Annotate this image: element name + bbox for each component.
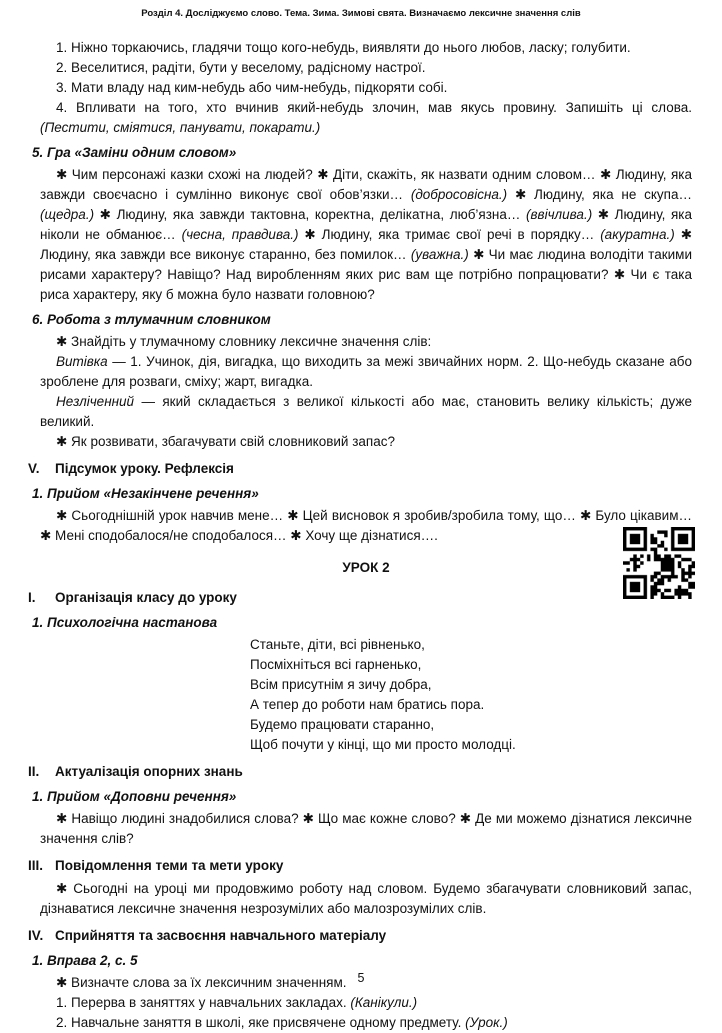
qr-code <box>623 527 695 599</box>
dictionary-heading: 6. Робота з тлумачним словником <box>32 312 271 327</box>
actualization-paragraph: ✱ Навіщо людині знадобилися слова? ✱ Що має кожне слово? ✱ Де ми можемо дізнатися лексичне значення слів? <box>40 811 692 846</box>
page-content <box>0 20 722 1033</box>
announcement-paragraph: ✱ Сьогодні на уроці ми продовжимо роботу над словом. Будемо збагачувати словниковий запас, дізнаватися лексичне значення незрозумілих або малозрозумілих слів. <box>40 881 692 916</box>
dictionary-intro: ✱ Знайдіть у тлумачному словнику лексичне значення слів: <box>56 334 432 349</box>
section-numeral: V. <box>28 461 40 476</box>
section-heading-announcement <box>28 856 692 876</box>
section-numeral: II. <box>28 764 40 779</box>
definition-item-4: 4. Впливати на того, хто вчинив який-небудь злочин, мав якусь провину. Запишіть ці слова. (Пестити, сміятися, панувати, покарати.) <box>40 100 692 135</box>
exercise-item-1: 1. Перерва в заняттях у навчальних закладах. (Канікули.) <box>56 995 418 1010</box>
definition-item-2: 2. Веселитися, радіти, бути у веселому, радісному настрої. <box>56 60 426 75</box>
section-numeral: I. <box>28 590 36 605</box>
exercise-item-2: 2. Навчальне заняття в школі, яке присвячене одному предмету. (Урок.) <box>56 1015 508 1030</box>
subheading-psychological: 1. Психологічна настанова <box>32 615 218 630</box>
section-title: Сприйняття та засвоєння навчального матеріалу <box>55 928 387 943</box>
section-heading-perception <box>28 926 692 946</box>
poem-line: Будемо працювати старанно, <box>250 717 435 732</box>
subheading-complete-sentence: 1. Прийом «Доповни речення» <box>32 789 237 804</box>
dictionary-entry-2: Незліченний — який складається з великої кількості або має, становить велику кількість; дуже великий. <box>40 394 692 429</box>
section-title: Організація класу до уроку <box>55 590 237 605</box>
definition-item-3: 3. Мати владу над ким-небудь або чим-небудь, підкоряти собі. <box>56 80 448 95</box>
poem-line: Посміхніться всі гарненько, <box>250 657 422 672</box>
poem <box>250 635 692 755</box>
poem-line: Станьте, діти, всі рівненько, <box>250 637 425 652</box>
section-title: Підсумок уроку. Рефлексія <box>55 461 234 476</box>
reflection-paragraph: ✱ Сьогоднішній урок навчив мене… ✱ Цей висновок я зробив/зробила тому, що… ✱ Було цікавим… ✱ Мені сподобалося/не сподобалося… ✱ Хочу ще дізнатися…. <box>40 508 692 543</box>
poem-line: А тепер до роботи нам братись пора. <box>250 697 485 712</box>
running-header: Розділ 4. Досліджуємо слово. Тема. Зима. Зимові свята. Визначаємо лексичне значення слів <box>141 8 581 19</box>
definition-item-1: 1. Ніжно торкаючись, гладячи тощо кого-небудь, виявляти до нього любов, ласку; голубити. <box>56 40 631 55</box>
page-number: 5 <box>357 971 365 985</box>
dictionary-entry-1: Витівка — 1. Учинок, дія, вигадка, що виходить за межі звичайних норм. 2. Що-небудь сказане або зроблене для розваги, сміху; жарт, вигадка. <box>40 354 692 389</box>
section-heading-actualization <box>28 762 692 782</box>
dictionary-question: ✱ Як розвивати, збагачувати свій словниковий запас? <box>56 434 396 449</box>
method-heading-unfinished-sentence: 1. Прийом «Незакінчене речення» <box>32 486 259 501</box>
section-numeral: IV. <box>28 928 44 943</box>
poem-line: Всім присутнім я зичу добра, <box>250 677 432 692</box>
exercise-intro: ✱ Визначте слова за їх лексичним значенням. <box>56 975 347 990</box>
game-paragraph: ✱ Чим персонажі казки схожі на людей? ✱ Діти, скажіть, як назвати одним словом… ✱ Людину, яка завжди своєчасно і сумлінно виконує свої обов’язки… (добросовісна.) ✱ Людину, яка не скупа… (щедра.) ✱ Людину, яка завжди тактовна, коректна, делікатна, люб’язна… (ввічлива.) ✱ Людину, яка ніколи не обманює… (чесна, правдива.) ✱ Людину, яка тримає свої речі в порядку… (акуратна.) ✱ Людину, яка завжди все виконує старанно, без помилок… (уважна.) ✱ Чи має людина володіти такими рисами характеру? Навіщо? Над виробленням яких рис вам ще потрібно попрацювати? ✱ Чи є така риса характеру, яку б можна було назвати головною? <box>40 167 692 302</box>
poem-line: Щоб почути у кінці, що ми просто молодці. <box>250 737 516 752</box>
lesson2-title: УРОК 2 <box>342 560 390 575</box>
section-heading-summary <box>28 459 692 479</box>
subheading-exercise: 1. Вправа 2, с. 5 <box>32 953 138 968</box>
section-heading-organization <box>28 588 692 608</box>
section-numeral: III. <box>28 858 44 873</box>
section-title: Актуалізація опорних знань <box>55 764 243 779</box>
game-heading: 5. Гра «Заміни одним словом» <box>32 145 237 160</box>
section-title: Повідомлення теми та мети уроку <box>55 858 284 873</box>
